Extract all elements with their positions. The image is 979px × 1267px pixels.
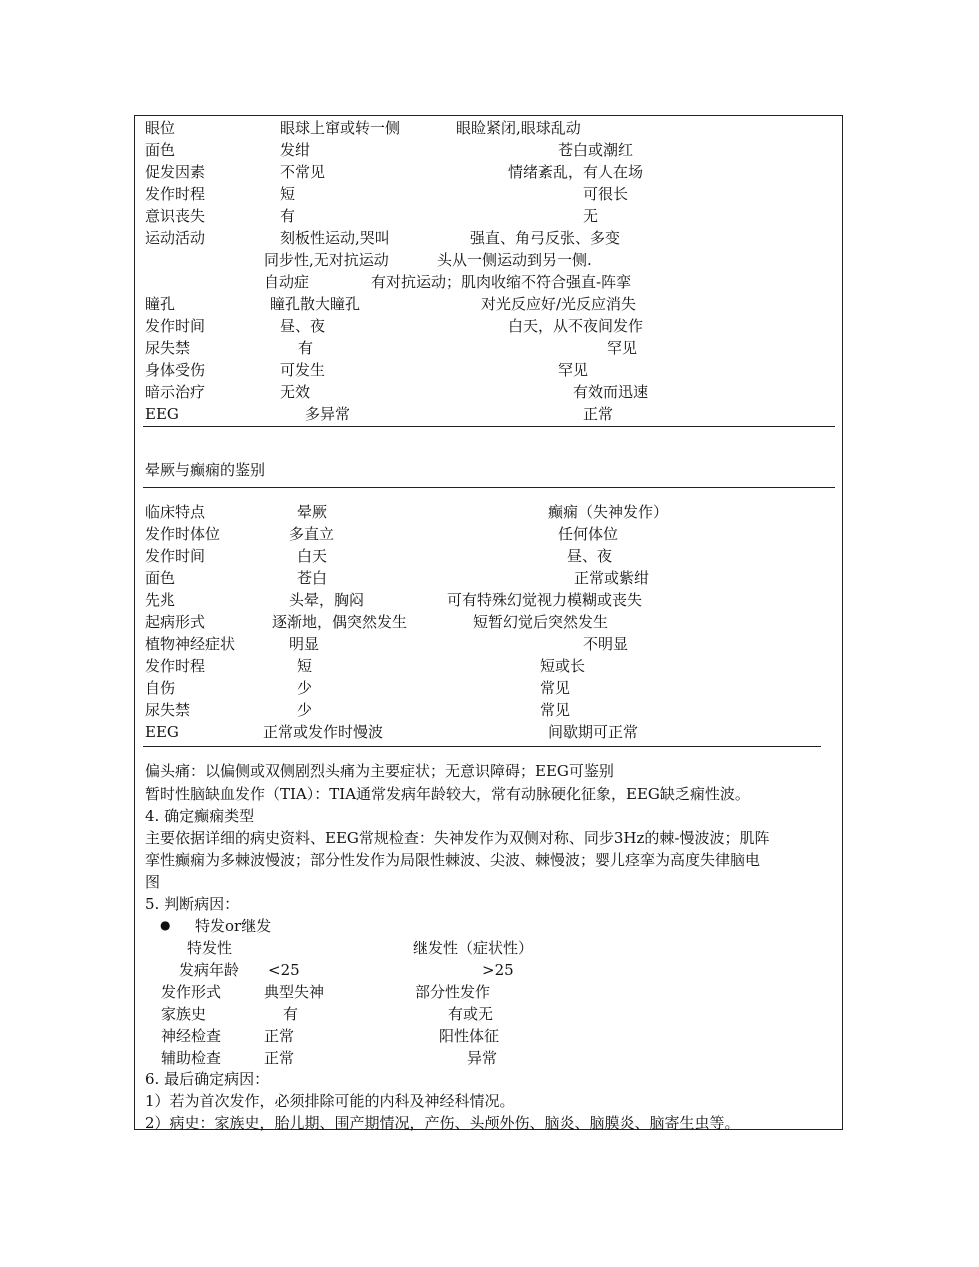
table1-cell-r7-c1: 自动症 [264,273,310,291]
table1-cell-r0-c0: 眼位 [145,119,176,137]
table2-cell-r4-c1: 头晕，胸闷 [289,591,365,609]
table2-bottom-rule [143,746,821,747]
table2-cell-r0-c1: 晕厥 [297,503,328,521]
section5-title: 5. 判断病因： [145,895,240,913]
section4-line3: 图 [145,873,161,891]
final-item-2: 2）病史：家族史，胎儿期、围产期情况，产伤、头颅外伤、脑炎、脑膜炎、脑寄生虫等。 [145,1114,740,1132]
table1-cell-r8-c0: 瞳孔 [145,295,176,313]
table3-cell-r4-c0: 辅助检查 [161,1049,222,1067]
table1-cell-r4-c1: 有 [280,207,296,225]
final-item-1: 1）若为首次发作，必须排除可能的内科及神经科情况。 [145,1092,515,1110]
table3-cell-r4-c1: 正常 [264,1049,295,1067]
table2-cell-r4-c2: 可有特殊幻觉视力模糊或丧失 [447,591,643,609]
table1-cell-r3-c2: 可很长 [583,185,629,203]
table1-cell-r1-c1: 发绀 [280,141,311,159]
table1-cell-r13-c1: 多异常 [305,405,351,423]
table3-cell-r2-c2: 有或无 [448,1005,494,1023]
table2-cell-r5-c1: 逐渐地，偶突然发生 [272,613,408,631]
table2-cell-r7-c2: 短或长 [540,657,586,675]
table3-cell-r1-c2: 部分性发作 [415,983,491,1001]
table1-cell-r12-c1: 无效 [280,383,311,401]
table2-cell-r5-c0: 起病形式 [145,613,206,631]
table1-cell-r8-c2: 对光反应好/光反应消失 [481,295,637,313]
table1-cell-r13-c2: 正常 [583,405,614,423]
table2-cell-r3-c1: 苍白 [297,569,328,587]
table2-cell-r7-c1: 短 [297,657,313,675]
section6-title: 6. 最后确定病因： [145,1070,270,1088]
table2-cell-r1-c1: 多直立 [289,525,335,543]
table2-cell-r8-c2: 常见 [540,679,571,697]
table2-cell-r4-c0: 先兆 [145,591,176,609]
table1-cell-r4-c0: 意识丧失 [145,207,206,225]
table3-cell-r0-c2: >25 [482,961,514,979]
table2-cell-r10-c0: EEG [145,723,179,741]
table1-cell-r4-c2: 无 [583,207,599,225]
table1-cell-r0-c2: 眼睑紧闭,眼球乱动 [456,119,581,137]
table1-cell-r12-c2: 有效而迅速 [573,383,649,401]
table1-cell-r11-c0: 身体受伤 [145,361,206,379]
table2-cell-r6-c2: 不明显 [583,635,629,653]
bullet-dot-icon: ● [160,918,171,932]
table3-cell-r1-c0: 发作形式 [161,983,222,1001]
table1-cell-r10-c2: 罕见 [607,339,638,357]
table3-header-secondary: 继发性（症状性） [413,939,534,957]
table3-cell-r3-c2: 阳性体征 [439,1027,500,1045]
table1-cell-r2-c2: 情绪紊乱，有人在场 [508,163,644,181]
table1-cell-r9-c0: 发作时间 [145,317,206,335]
table1-cell-r11-c1: 可发生 [280,361,326,379]
table1-cell-r8-c1: 瞳孔散大瞳孔 [270,295,361,313]
table1-cell-r5-c0: 运动活动 [145,229,206,247]
table2-cell-r3-c2: 正常或紫绀 [574,569,650,587]
table2-cell-r8-c1: 少 [297,679,313,697]
table3-cell-r2-c0: 家族史 [161,1005,207,1023]
table2-cell-r3-c0: 面色 [145,569,176,587]
table1-cell-r9-c2: 白天，从不夜间发作 [508,317,644,335]
table1-cell-r6-c2: 头从一侧运动到另一侧. [437,251,592,269]
table1-cell-r5-c2: 强直、角弓反张、多变 [470,229,621,247]
section4-line1: 主要依据详细的病史资料、EEG常规检查：失神发作为双侧对称、同步3Hz的棘-慢波波；肌阵 [145,829,770,847]
table2-cell-r1-c0: 发作时体位 [145,525,221,543]
table2-top-rule [143,487,835,488]
table1-cell-r13-c0: EEG [145,405,179,423]
table1-bottom-rule [143,426,835,427]
table2-cell-r2-c0: 发作时间 [145,547,206,565]
table3-header-idiopathic: 特发性 [187,939,233,957]
table1-cell-r11-c2: 罕见 [558,361,589,379]
table3-cell-r3-c0: 神经检查 [161,1027,222,1045]
table1-cell-r1-c0: 面色 [145,141,176,159]
table2-cell-r0-c2: 癫痫（失神发作） [548,503,669,521]
table2-cell-r8-c0: 自伤 [145,679,176,697]
table2-cell-r6-c0: 植物神经症状 [145,635,236,653]
table3-cell-r3-c1: 正常 [264,1027,295,1045]
table2-cell-r9-c2: 常见 [540,701,571,719]
table2-cell-r2-c2: 昼、夜 [567,547,613,565]
table1-cell-r7-c2: 有对抗运动；肌肉收缩不符合强直-阵挛 [371,273,632,291]
bullet-idiopathic-or-secondary: 特发or继发 [195,917,272,935]
note-tia: 暂时性脑缺血发作（TIA）：TIA通常发病年龄较大，常有动脉硬化征象，EEG缺乏痫性波。 [145,785,750,803]
section4-line2: 挛性癫痫为多棘波慢波；部分性发作为局限性棘波、尖波、棘慢波；婴儿痉挛为高度失律脑电 [145,851,761,869]
table1-cell-r3-c1: 短 [280,185,296,203]
table2-cell-r9-c0: 尿失禁 [145,701,191,719]
table2-cell-r0-c0: 临床特点 [145,503,206,521]
table3-cell-r0-c0: 发病年龄 [179,961,240,979]
section4-title: 4. 确定癫痫类型 [145,807,255,825]
table2-cell-r9-c1: 少 [297,701,313,719]
section-title-syncope-vs-epilepsy: 晕厥与癫痫的鉴别 [145,461,266,479]
table3-cell-r1-c1: 典型失神 [264,983,325,1001]
table2-cell-r5-c2: 短暂幻觉后突然发生 [473,613,609,631]
table1-cell-r0-c1: 眼球上窜或转一侧 [280,119,401,137]
table3-cell-r4-c2: 异常 [467,1049,498,1067]
table1-cell-r12-c0: 暗示治疗 [145,383,206,401]
table3-cell-r0-c1: <25 [268,961,300,979]
table1-cell-r5-c1: 刻板性运动,哭叫 [280,229,390,247]
table2-cell-r2-c1: 白天 [297,547,328,565]
note-migraine: 偏头痛：以偏侧或双侧剧烈头痛为主要症状；无意识障碍；EEG可鉴别 [145,762,614,780]
table1-cell-r9-c1: 昼、夜 [280,317,326,335]
table3-cell-r2-c1: 有 [283,1005,299,1023]
table2-cell-r1-c2: 任何体位 [558,525,619,543]
table1-cell-r10-c1: 有 [298,339,314,357]
table1-cell-r3-c0: 发作时程 [145,185,206,203]
table2-cell-r7-c0: 发作时程 [145,657,206,675]
table1-cell-r1-c2: 苍白或潮红 [558,141,634,159]
table1-cell-r2-c1: 不常见 [280,163,326,181]
table1-cell-r6-c1: 同步性,无对抗运动 [264,251,389,269]
table2-cell-r10-c1: 正常或发作时慢波 [263,723,384,741]
table2-cell-r10-c2: 间歇期可正常 [548,723,639,741]
table1-cell-r2-c0: 促发因素 [145,163,206,181]
table1-cell-r10-c0: 尿失禁 [145,339,191,357]
table2-cell-r6-c1: 明显 [289,635,320,653]
